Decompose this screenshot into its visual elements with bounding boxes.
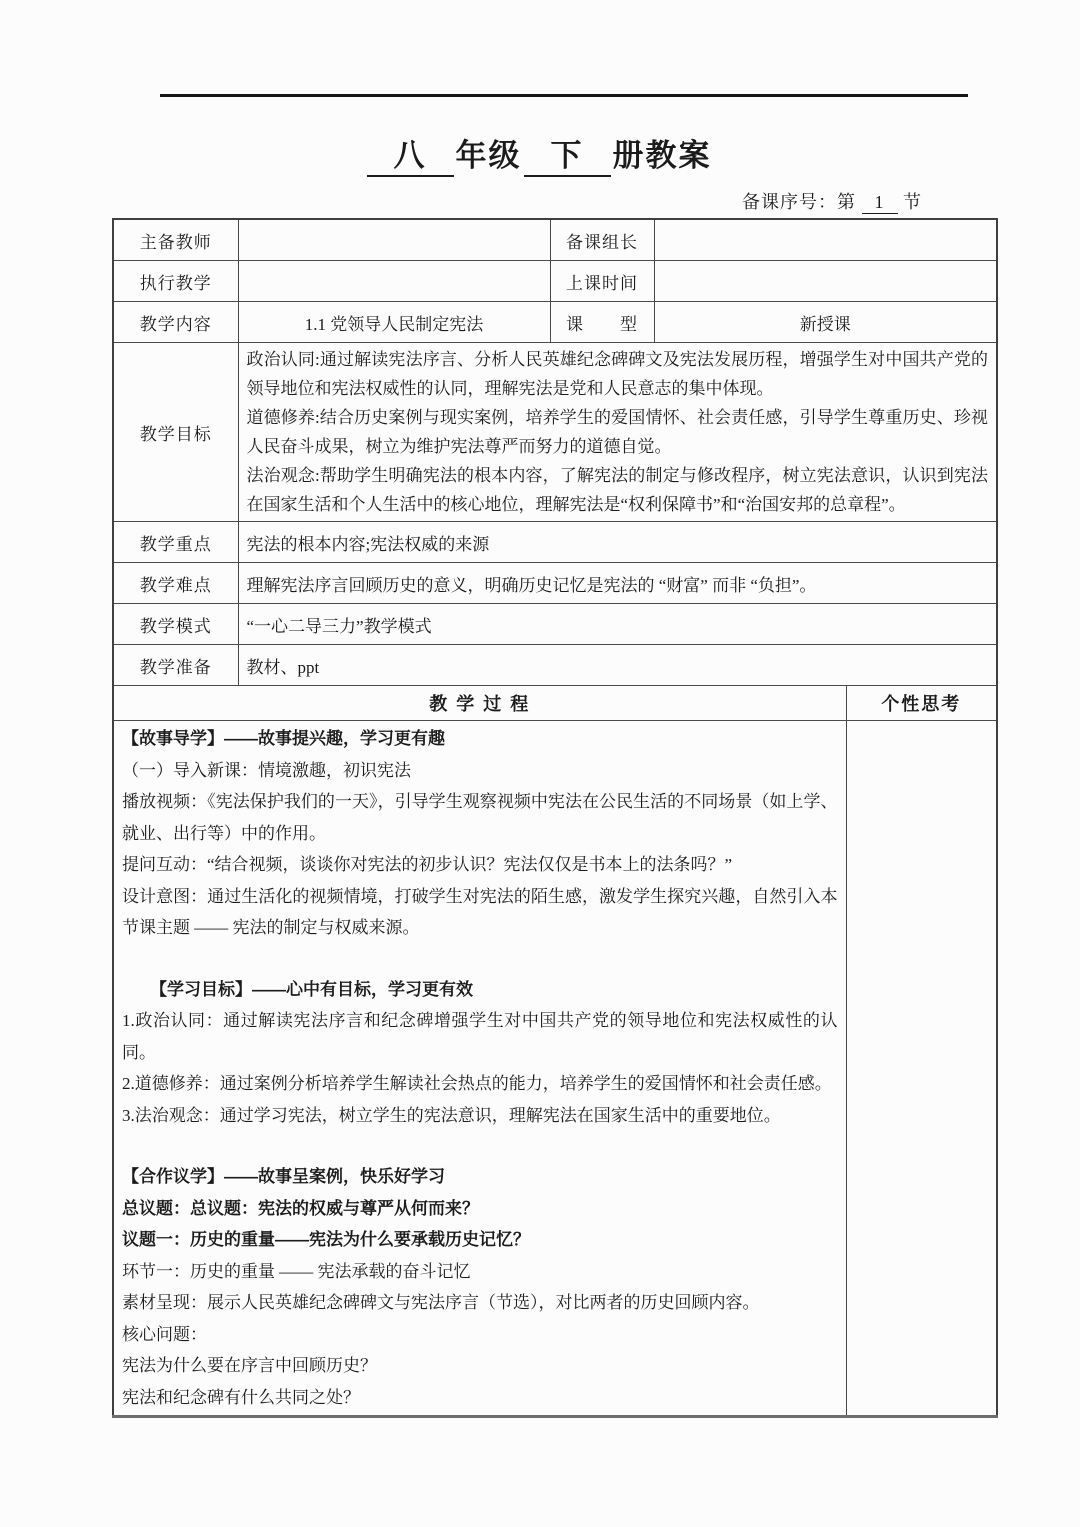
page-title <box>0 130 1080 175</box>
top-horizontal-rule <box>160 94 968 97</box>
section-story-guide: 【故事导学】——故事提兴趣，学习更有趣 <box>122 729 445 748</box>
executor-value <box>238 261 550 302</box>
table-row <box>113 522 997 563</box>
table-row <box>113 604 997 645</box>
goal-moral: 2.道德修养：通过案例分析培养学生解读社会热点的能力，培养学生的爱国情怀和社会责任感。 <box>122 1074 832 1093</box>
class-time-label: 上课时间 <box>550 261 654 302</box>
course-type-value: 新授课 <box>654 302 997 343</box>
main-teacher-value <box>238 219 550 261</box>
line-question: 提问互动：“结合视频，谈谈你对宪法的初步认识？宪法仅仅是书本上的法条吗？” <box>122 855 733 874</box>
content-value: 1.1 党领导人民制定宪法 <box>238 302 550 343</box>
spacer <box>122 944 838 974</box>
line-video: 播放视频：《宪法保护我们的一天》，引导学生观察视频中宪法在公民生活的不同场景（如上学、就业、出行等）中的作用。 <box>122 792 838 843</box>
process-header-row <box>113 686 997 721</box>
grade-blank: 八 <box>367 138 454 177</box>
process-header: 教 学 过 程 <box>113 686 846 721</box>
table-row <box>113 645 997 686</box>
line-core-question-label: 核心问题： <box>122 1324 207 1344</box>
line-main-topic: 总议题：总议题：宪法的权威与尊严从何而来？ <box>122 1198 479 1218</box>
volume-blank: 下 <box>524 138 611 177</box>
serial-number: 1 <box>862 192 898 214</box>
line-material: 素材呈现：展示人民英雄纪念碑碑文与宪法序言（节选），对比两者的历史回顾内容。 <box>122 1293 760 1312</box>
personal-reflection-header: 个性思考 <box>846 686 997 721</box>
teaching-mode-value: “一心二导三力”教学模式 <box>238 604 997 645</box>
objective-legal: 法治观念:帮助学生明确宪法的根本内容，了解宪法的制定与修改程序，树立宪法意识，认识到宪法在国家生活和个人生活中的核心地位，理解宪法是“权利保障书”和“治国安邦的总章程”。 <box>246 466 988 514</box>
line-core-question-1: 宪法为什么要在序言中回顾历史？ <box>122 1356 377 1375</box>
executor-label: 执行教学 <box>113 261 238 302</box>
main-teacher-label: 主备教师 <box>113 219 238 261</box>
process-content-row <box>113 721 997 1417</box>
difficulties-label: 教学难点 <box>113 563 238 604</box>
spacer <box>122 1131 838 1161</box>
preparation-value: 教材、ppt <box>238 645 997 686</box>
goal-political: 1.政治认同：通过解读宪法序言和纪念碑增强学生对中国共产党的领导地位和宪法权威性的认同。 <box>122 1011 838 1062</box>
table-row <box>113 302 997 343</box>
process-content <box>113 721 846 1417</box>
preparation-label: 教学准备 <box>113 645 238 686</box>
class-time-value <box>654 261 997 302</box>
content-label: 教学内容 <box>113 302 238 343</box>
group-leader-value <box>654 219 997 261</box>
serial-suffix: 节 <box>903 192 922 212</box>
objectives-content <box>238 343 997 522</box>
personal-reflection-cell <box>846 721 997 1417</box>
serial-number-line <box>742 188 922 214</box>
process-table <box>112 686 998 1418</box>
teaching-mode-label: 教学模式 <box>113 604 238 645</box>
section-cooperative: 【合作议学】——故事呈案例，快乐好学习 <box>122 1167 445 1186</box>
serial-prefix: 备课序号：第 <box>742 192 856 212</box>
table-row <box>113 343 997 522</box>
grade-label: 年级 <box>455 138 522 173</box>
objective-moral: 道德修养:结合历史案例与现实案例，培养学生的爱国情怀、社会责任感，引导学生尊重历史、珍视人民奋斗成果，树立为维护宪法尊严而努力的道德自觉。 <box>246 408 988 456</box>
line-topic-one: 议题一：历史的重量——宪法为什么要承载历史记忆？ <box>122 1230 530 1249</box>
line-intro: （一）导入新课：情境激趣，初识宪法 <box>122 760 411 780</box>
lesson-plan-table <box>112 218 996 1418</box>
table-row <box>113 563 997 604</box>
line-design-intent: 设计意图：通过生活化的视频情境，打破学生对宪法的陌生感，激发学生探究兴趣，自然引入本节课主题 —— 宪法的制定与权威来源。 <box>122 886 838 937</box>
course-type-label: 课 型 <box>550 302 654 343</box>
key-points-value: 宪法的根本内容;宪法权威的来源 <box>238 522 997 563</box>
info-table <box>112 218 998 686</box>
key-points-label: 教学重点 <box>113 522 238 563</box>
objective-political: 政治认同:通过解读宪法序言、分析人民英雄纪念碑碑文及宪法发展历程，增强学生对中国共产党的领导地位和宪法权威性的认同，理解宪法是党和人民意志的集中体现。 <box>246 350 988 398</box>
title-suffix: 册教案 <box>612 138 712 173</box>
goal-legal: 3.法治观念：通过学习宪法，树立学生的宪法意识，理解宪法在国家生活中的重要地位。 <box>122 1105 781 1125</box>
section-learning-goals: 【学习目标】——心中有目标，学习更有效 <box>150 979 473 999</box>
table-row <box>113 261 997 302</box>
table-row <box>113 219 997 261</box>
difficulties-value: 理解宪法序言回顾历史的意义，明确历史记忆是宪法的 “财富” 而非 “负担”。 <box>238 563 997 604</box>
line-step-one: 环节一：历史的重量 —— 宪法承载的奋斗记忆 <box>122 1261 471 1281</box>
objectives-label: 教学目标 <box>113 343 238 522</box>
line-core-question-2: 宪法和纪念碑有什么共同之处？ <box>122 1387 360 1407</box>
group-leader-label: 备课组长 <box>550 219 654 261</box>
